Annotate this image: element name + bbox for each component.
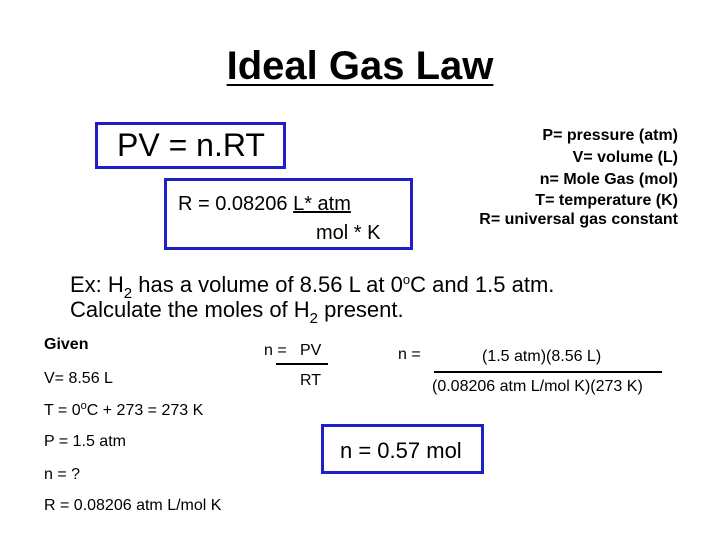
given-temperature	[44, 402, 203, 420]
subscript: 2	[309, 310, 319, 327]
superscript: o	[402, 272, 411, 287]
fraction-bar	[276, 363, 328, 365]
substitution-prefix: n =	[398, 346, 421, 363]
example-text: Calculate the moles of H	[70, 297, 310, 322]
given-moles: n = ?	[44, 466, 81, 483]
formula-rearranged-denominator: RT	[300, 372, 322, 389]
given-text: C + 273 = 273 K	[86, 402, 204, 419]
example-statement-line-1	[70, 272, 555, 302]
gas-constant-prefix: R = 0.08206	[178, 193, 294, 215]
given-pressure: P = 1.5 atm	[44, 433, 126, 450]
example-text: C and 1.5 atm.	[410, 272, 555, 297]
given-gas-constant: R = 0.08206 atm L/mol K	[44, 497, 222, 514]
substitution-denominator: (0.08206 atm L/mol K)(273 K)	[432, 378, 643, 395]
definition-temperature: T= temperature (K)	[535, 192, 678, 209]
gas-constant-unit-numerator: L* atm	[293, 193, 351, 215]
fraction-bar	[434, 371, 662, 373]
definition-moles: n= Mole Gas (mol)	[539, 171, 678, 188]
example-text: Ex: H	[70, 272, 124, 297]
superscript: o	[80, 400, 87, 412]
slide-title: Ideal Gas Law	[226, 44, 494, 88]
formula-rearranged-prefix: n =	[264, 342, 287, 359]
example-text: has a volume of 8.56 L at 0	[132, 272, 403, 297]
formula-rearranged-numerator: PV	[300, 342, 322, 359]
definition-gas-constant: R= universal gas constant	[479, 211, 678, 228]
gas-constant-unit-denominator: mol * K	[316, 222, 381, 244]
given-text: T = 0	[44, 402, 81, 419]
ideal-gas-formula: PV = n.RT	[117, 127, 265, 163]
definition-pressure: P= pressure (atm)	[542, 127, 678, 144]
example-text: present.	[318, 297, 404, 322]
given-volume: V= 8.56 L	[44, 370, 113, 387]
gas-constant-value	[178, 193, 351, 216]
given-heading: Given	[44, 336, 89, 353]
substitution-numerator: (1.5 atm)(8.56 L)	[482, 348, 602, 365]
answer-value: n = 0.57 mol	[340, 438, 462, 463]
definition-volume: V= volume (L)	[572, 149, 678, 166]
subscript: 2	[123, 285, 133, 302]
example-statement-line-2	[70, 297, 404, 327]
